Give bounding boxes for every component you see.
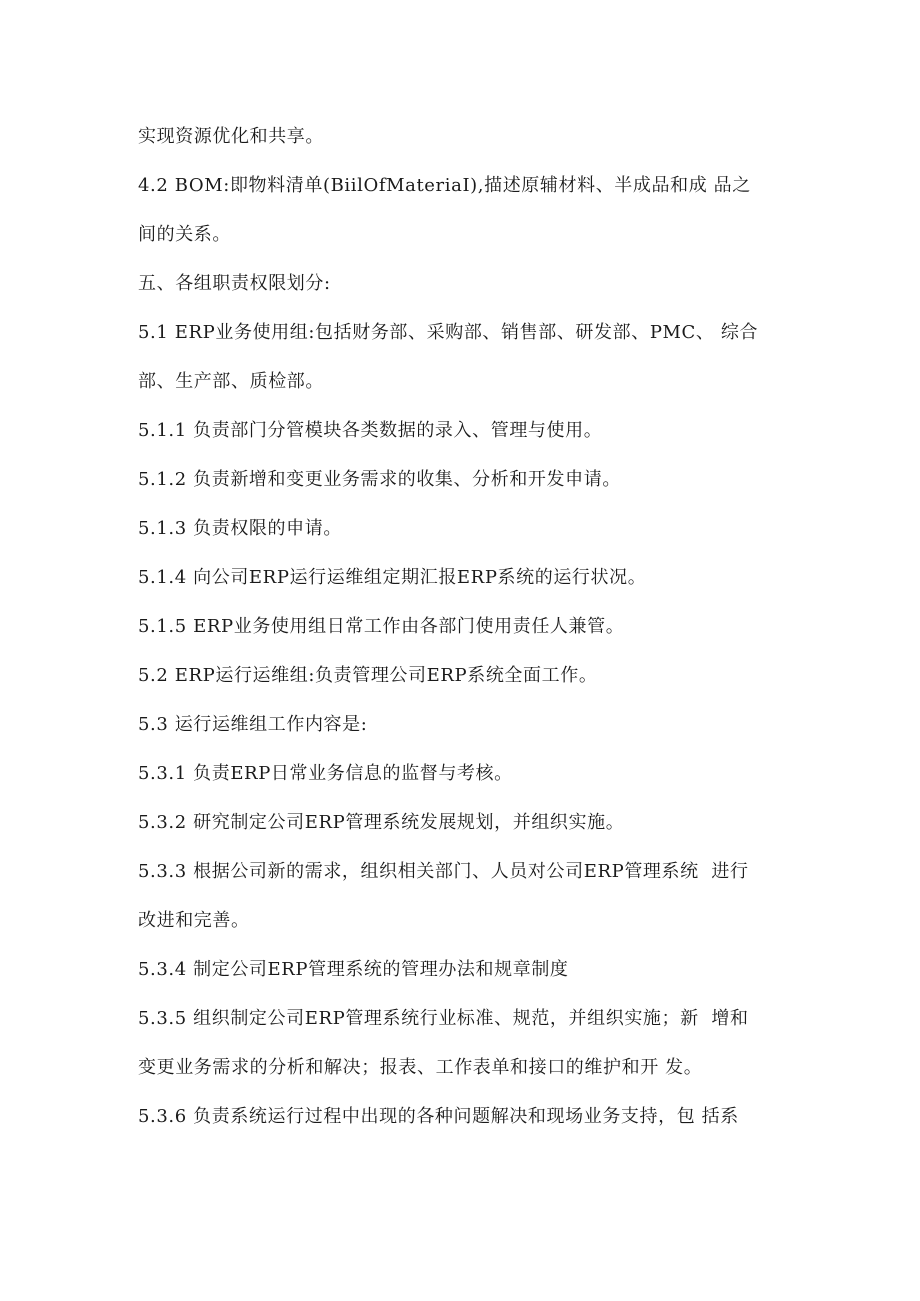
section-heading: 五、各组职责权限划分: [138,273,331,294]
document-body [138,112,788,1141]
text-line: 间的关系。 [138,224,231,245]
text-line: 5.3 运行运维组工作内容是: [138,714,368,735]
text-line: 5.3.4 制定公司ERP管理系统的管理办法和规章制度 [138,959,569,980]
text-line: 变更业务需求的分析和解决；报表、工作表单和接口的维护和开 发。 [138,1057,703,1078]
text-line: 部、生产部、质检部。 [138,371,324,392]
text-line: 5.2 ERP运行运维组:负责管理公司ERP系统全面工作。 [138,665,598,686]
text-line: 5.1.2 负责新增和变更业务需求的收集、分析和开发申请。 [138,469,621,490]
text-line: 5.1.1 负责部门分管模块各类数据的录入、管理与使用。 [138,420,603,441]
text-line: 5.1.3 负责权限的申请。 [138,518,342,539]
text-line: 4.2 BOM:即物料清单(BiilOfMateriaI),描述原辅材料、半成品和成 品之 [138,175,751,196]
text-line: 5.1 ERP业务使用组:包括财务部、采购部、销售部、研发部、PMC、 综合 [138,322,759,343]
text-line: 改进和完善。 [138,910,250,931]
text-line: 5.3.3 根据公司新的需求，组织相关部门、人员对公司ERP管理系统 进行 [138,861,749,882]
text-line: 实现资源优化和共享。 [138,126,324,147]
text-line: 5.3.6 负责系统运行过程中出现的各种问题解决和现场业务支持，包 括系 [138,1106,739,1127]
text-line: 5.1.4 向公司ERP运行运维组定期汇报ERP系统的运行状况。 [138,567,647,588]
text-line: 5.3.2 研究制定公司ERP管理系统发展规划，并组织实施。 [138,812,625,833]
text-line: 5.3.5 组织制定公司ERP管理系统行业标准、规范，并组织实施；新 增和 [138,1008,749,1029]
text-line: 5.3.1 负责ERP日常业务信息的监督与考核。 [138,763,513,784]
text-line: 5.1.5 ERP业务使用组日常工作由各部门使用责任人兼管。 [138,616,625,637]
